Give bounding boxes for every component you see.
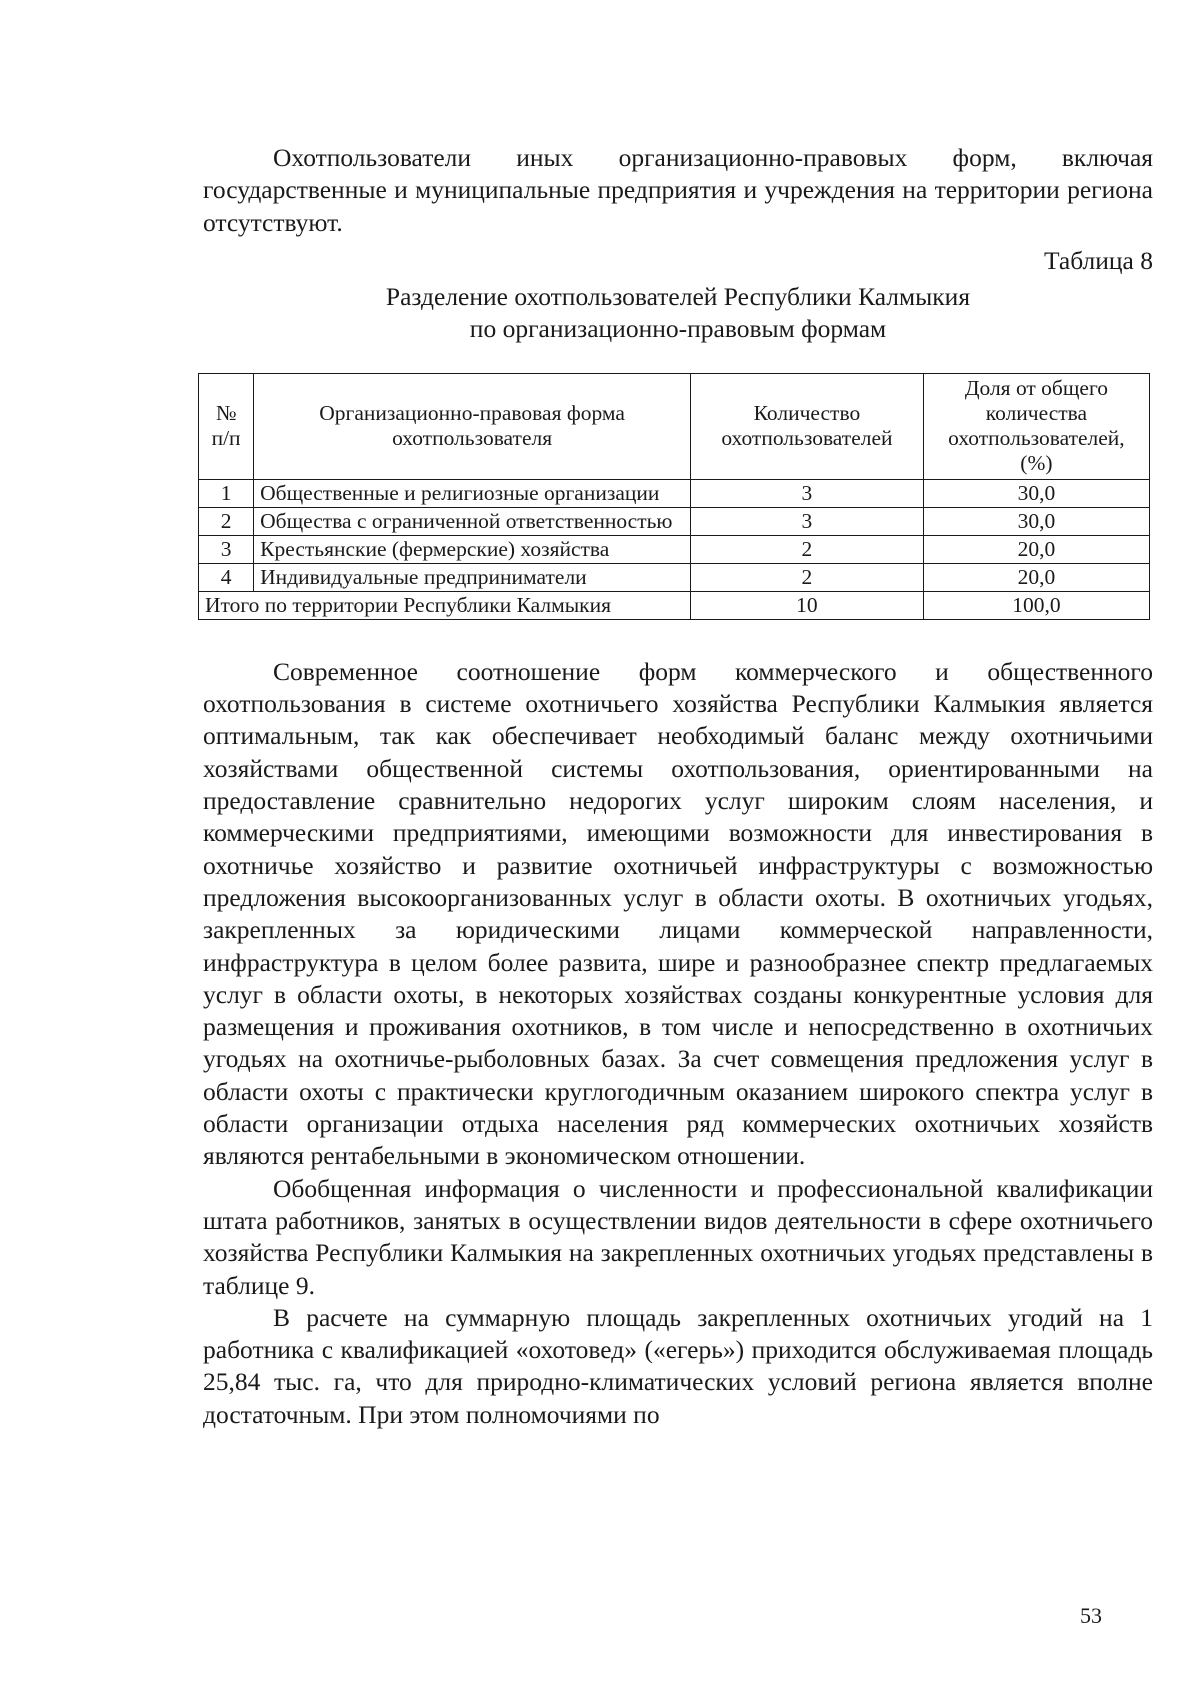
table-total-row xyxy=(199,591,1150,619)
row-count: 3 xyxy=(691,479,924,507)
row-count: 3 xyxy=(691,507,924,535)
table-header-row xyxy=(199,373,1150,479)
table-row xyxy=(199,507,1150,535)
table-label: Таблица 8 xyxy=(1043,245,1153,275)
row-num: 3 xyxy=(199,535,254,563)
row-count: 2 xyxy=(691,563,924,591)
header-count: Количество охотпользователей xyxy=(691,373,924,479)
body-paragraph-2: Обобщенная информация о численности и профессиональной квалификации штата работников, занятых в осуществлении видов деятельности в сфере охотничьего хозяйства Республики Калмыкия на закрепленных охотничьих угодьях представлены в таблице 9. xyxy=(203,1173,1153,1300)
row-share: 30,0 xyxy=(923,507,1149,535)
row-num: 2 xyxy=(199,507,254,535)
row-num: 1 xyxy=(199,479,254,507)
table-title-line1: Разделение охотпользователей Республики Калмыкия xyxy=(385,281,971,311)
intro-paragraph: Охотпользователи иных организационно-правовых форм, включая государственные и муниципальные предприятия и учреждения на территории региона отсутствуют. xyxy=(203,143,1153,237)
total-share: 100,0 xyxy=(923,591,1149,619)
row-count: 2 xyxy=(691,535,924,563)
row-share: 20,0 xyxy=(923,563,1149,591)
row-form: Общественные и религиозные организации xyxy=(254,479,691,507)
row-form: Общества с ограниченной ответственностью xyxy=(254,507,691,535)
row-form: Крестьянские (фермерские) хозяйства xyxy=(254,535,691,563)
row-num: 4 xyxy=(199,563,254,591)
table-row xyxy=(199,479,1150,507)
body-paragraph-3: В расчете на суммарную площадь закрепленных охотничьих угодий на 1 работника с квалификацией «охотовед» («егерь») приходится обслуживаемая площадь 25,84 тыс. га, что для природно-климатических условий региона является вполне достаточным. При этом полномочиями по xyxy=(203,1302,1153,1429)
document-page xyxy=(203,142,1153,1431)
total-count: 10 xyxy=(691,591,924,619)
row-share: 20,0 xyxy=(923,535,1149,563)
ownership-forms-table xyxy=(198,373,1150,620)
table-row xyxy=(199,535,1150,563)
body-paragraph-1: Современное соотношение форм коммерческого и общественного охотпользования в системе охотничьего хозяйства Республики Калмыкия является оптимальным, так как обеспечивает необходимый баланс между охотничьими хозяйствами общественной системы охотпользования, ориентированными на предоставление сравнительно недорогих услуг широким слоям населения, и коммерческими предприятиями, имеющими возможности для инвестирования в охотничье хозяйство и развитие охотничьей инфраструктуры с возможностью предложения высокоорганизованных услуг в области охоты. В охотничьих угодьях, закрепленных за юридическими лицами коммерческой направленности, инфраструктура в целом более развита, шире и разнообразнее спектр предлагаемых услуг в области охоты, в некоторых хозяйствах созданы конкурентные условия для размещения и проживания охотников, в том числе и непосредственно в охотничьих угодьях на охотничье-рыболовных базах. За счет совмещения предложения услуг в области охоты с практически круглогодичным оказанием широкого спектра услуг в области организации отдыха населения ряд коммерческих охотничьих хозяйств являются рентабельными в экономическом отношении. xyxy=(203,656,1153,1171)
header-share: Доля от общего количества охотпользователей, (%) xyxy=(923,373,1149,479)
total-label: Итого по территории Республики Калмыкия xyxy=(199,591,691,619)
page-number: 53 xyxy=(1080,1603,1102,1628)
row-share: 30,0 xyxy=(923,479,1149,507)
header-num: № п/п xyxy=(199,373,254,479)
header-form: Организационно-правовая форма охотпользователя xyxy=(254,373,691,479)
table-title-line2: по организационно-правовым формам xyxy=(469,313,887,343)
table-row xyxy=(199,563,1150,591)
row-form: Индивидуальные предприниматели xyxy=(254,563,691,591)
table-title xyxy=(203,281,1153,345)
